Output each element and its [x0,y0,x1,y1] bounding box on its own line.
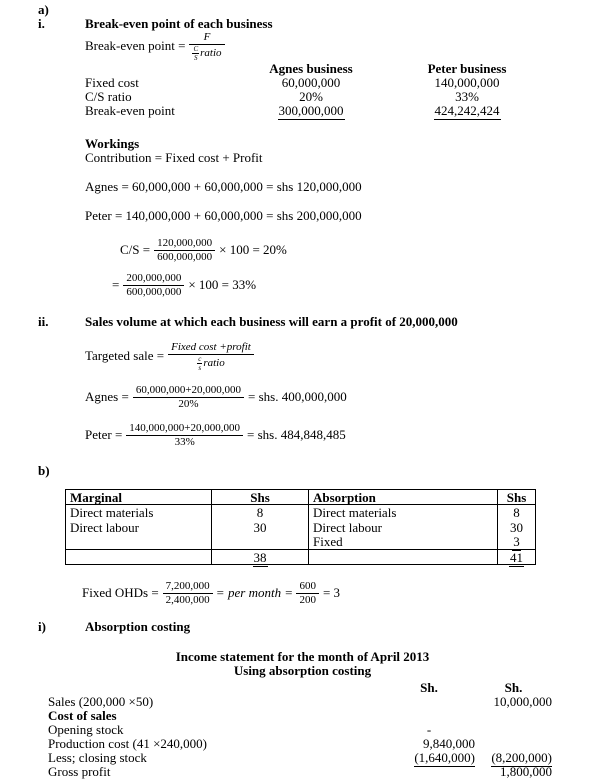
targeted-sale-lhs: Targeted sale = [85,348,165,363]
workings-heading: Workings [85,136,140,151]
totals-empty-cell-1 [66,550,212,565]
absorption-heading: Absorption costing [85,619,191,634]
item-i-heading: Break-even point of each business [85,16,273,31]
fixed-ohds-lhs: Fixed OHDs = [82,585,159,600]
cost-table-header-row [66,490,536,505]
cs2-lhs: = [112,277,120,292]
cost-table [65,489,536,565]
fixed-ohds-per-month: per month [228,585,282,600]
income-row-sales [0,695,605,709]
targeted-sale-formula [85,341,605,371]
absorption-labour-value: 30 [498,520,536,535]
targeted-peter-lhs: Peter = [85,427,123,442]
marginal-empty-value [212,535,309,550]
bep-row-fixed-cost [85,76,605,90]
targeted-sale-fraction [168,341,254,372]
fixed-ohds-numerator-2: 600 [296,580,319,594]
break-even-fraction [189,31,224,62]
section-a-label: a) [38,2,49,17]
income-row-col2: 10,000,000 [493,694,552,709]
cs1-lhs: C/S = [120,242,151,257]
income-row-opening-stock [0,723,605,737]
bep-col-peter-header: Peter business [427,61,507,76]
item-ii-heading: Sales volume at which each business will earn a profit of 20,000,000 [85,314,458,329]
bep-agnes-result [236,104,386,118]
fixed-ohds-equals-1: = [216,585,225,600]
fixed-ohds-fraction-1 [163,580,213,607]
income-row-label: Production cost (41 ×240,000) [48,736,207,751]
fixed-ohds-equals-2: = [285,585,293,600]
income-row-col2: 1,800,000 [500,764,552,779]
break-even-table [0,62,605,118]
cs1-numerator: 120,000,000 [154,237,215,251]
bep-row-break-even [85,104,605,118]
bep-header-row [85,62,605,76]
fixed-ohds-formula [82,580,605,606]
bep-peter-value: 33% [455,89,479,104]
targeted-peter-denominator: 33% [174,435,195,448]
cost-table-header-absorption: Absorption [309,490,498,505]
cs2-rhs: × 100 = 33% [188,277,257,292]
bep-agnes-value: 20% [299,89,323,104]
cs-small-fraction-denominator: S [194,53,198,62]
cs2-numerator: 200,000,000 [123,272,184,286]
income-row-col2 [475,737,552,751]
bep-header-spacer [85,62,236,76]
absorption-labour-label: Direct labour [309,520,498,535]
bep-agnes-value: 60,000,000 [281,75,341,90]
income-row-production-cost [0,737,605,751]
targeted-peter-fraction [126,422,243,449]
cost-of-sales-total: (8,200,000) [491,750,552,765]
break-even-formula-lhs: Break-even point = [85,38,186,53]
fixed-ohds-numerator-1: 7,200,000 [163,580,213,594]
targeted-agnes-denominator: 20% [178,397,199,410]
cs-ratio-formula-2 [112,272,605,298]
section-b-label: b) [38,463,50,478]
item-i-label: i. [38,16,45,31]
bep-peter-result [392,104,542,118]
cs-small-fraction-numerator: C [193,44,199,53]
absorption-total [498,550,536,565]
targeted-sale-numerator: Fixed cost +profit [168,341,254,355]
targeted-agnes-fraction [133,384,244,411]
income-row-col2 [475,723,552,737]
bep-row-cs-ratio [85,90,605,104]
cs1-denominator: 600,000,000 [157,250,213,263]
item-ii-label: ii. [38,314,49,329]
cost-table-totals-row [66,550,536,565]
income-row-col1 [383,765,475,779]
break-even-formula [85,31,605,61]
income-col1-header: Sh. [420,680,438,695]
income-row-label: Gross profit [48,764,111,779]
fixed-ohds-rhs: = 3 [322,585,341,600]
targeted-agnes-numerator: 60,000,000+20,000,000 [133,384,244,398]
income-col2-header: Sh. [504,680,523,695]
cs-small-fraction-denominator: s [198,363,202,372]
targeted-agnes-line [85,384,605,410]
closing-stock-value: (1,640,000) [414,750,475,765]
income-statement-subtitle: Using absorption costing [233,663,372,678]
absorption-fixed-label: Fixed [309,535,498,550]
fixed-ohds-fraction-2 [296,580,319,607]
income-row-col1: - [426,722,432,737]
income-row-col1 [383,751,475,765]
targeted-agnes-rhs: = shs. 400,000,000 [248,389,347,404]
cost-table-header-shs-2: Shs [498,490,536,505]
cs-small-fraction-numerator: c [198,354,202,363]
income-row-col1 [383,709,475,723]
absorption-fixed-underlined: 3 [513,534,520,550]
denominator-suffix: ratio [203,356,225,369]
bep-peter-value: 140,000,000 [434,75,500,90]
income-statement-title: Income statement for the month of April 2013 [175,649,430,664]
marginal-empty-cell [66,535,212,550]
income-row-col1 [383,695,475,709]
bep-peter-result-value: 424,242,424 [434,103,500,118]
cs1-rhs: × 100 = 20% [219,242,287,257]
targeted-peter-rhs: = shs. 484,848,485 [247,427,346,442]
targeted-peter-numerator: 140,000,000+20,000,000 [126,422,243,436]
income-row-cost-of-sales [0,709,605,723]
break-even-fraction-denominator [189,45,224,62]
bep-row-label: C/S ratio [85,89,132,104]
cs2-denominator: 600,000,000 [126,285,182,298]
workings-peter-line: Peter = 140,000,000 + 60,000,000 = shs 200,000,000 [85,208,362,223]
targeted-agnes-lhs: Agnes = [85,389,129,404]
marginal-labour-value: 30 [212,520,309,535]
absorption-materials-value: 8 [498,505,536,520]
cs2-fraction [123,272,184,299]
income-row-col2 [475,751,552,765]
income-row-closing-stock [0,751,605,765]
item-ii-heading-row [0,315,605,329]
bep-row-label: Break-even point [85,103,175,118]
absorption-heading-row [0,620,605,634]
cs-small-fraction [192,45,199,62]
income-row-label: Opening stock [48,722,124,737]
income-row-label: Sales (200,000 ×50) [48,694,154,709]
marginal-materials-value: 8 [212,505,309,520]
absorption-fixed-value [498,535,536,550]
bep-row-label: Fixed cost [85,75,139,90]
bep-col-agnes-header: Agnes business [269,61,353,76]
targeted-sale-denominator [168,355,254,372]
absorption-materials-label: Direct materials [309,505,498,520]
absorption-total-value: 41 [510,549,523,565]
break-even-fraction-numerator: F [189,31,224,45]
income-row-col2 [475,709,552,723]
cs-small-fraction [197,355,202,372]
bep-agnes-result-value: 300,000,000 [278,103,344,118]
cost-table-header-shs-1: Shs [212,490,309,505]
marginal-total-value: 38 [253,549,267,565]
cost-table-row-materials [66,505,536,520]
cost-table-row-fixed [66,535,536,550]
income-row-label: Less; closing stock [48,750,147,765]
marginal-total [212,550,309,565]
targeted-peter-line [85,422,605,448]
absorption-item-label: i) [38,619,46,634]
cost-table-row-labour [66,520,536,535]
income-row-col1: 9,840,000 [423,736,475,751]
income-row-label: Cost of sales [48,708,117,723]
cs1-fraction [154,237,215,264]
cost-table-header-marginal: Marginal [66,490,212,505]
totals-empty-cell-2 [309,550,498,565]
income-header-spacer [48,681,383,695]
marginal-labour-label: Direct labour [66,520,212,535]
workings-agnes-line: Agnes = 60,000,000 + 60,000,000 = shs 120,000,000 [85,179,362,194]
fixed-ohds-denominator-2: 200 [299,593,316,606]
cs-ratio-formula-1 [120,237,605,263]
denominator-suffix: ratio [200,46,222,59]
marginal-materials-label: Direct materials [66,505,212,520]
contribution-line: Contribution = Fixed cost + Profit [85,150,263,165]
fixed-ohds-denominator-1: 2,400,000 [165,593,210,606]
income-column-headers [0,681,605,695]
item-i-heading-row [0,17,605,31]
income-row-gross-profit [0,765,605,779]
